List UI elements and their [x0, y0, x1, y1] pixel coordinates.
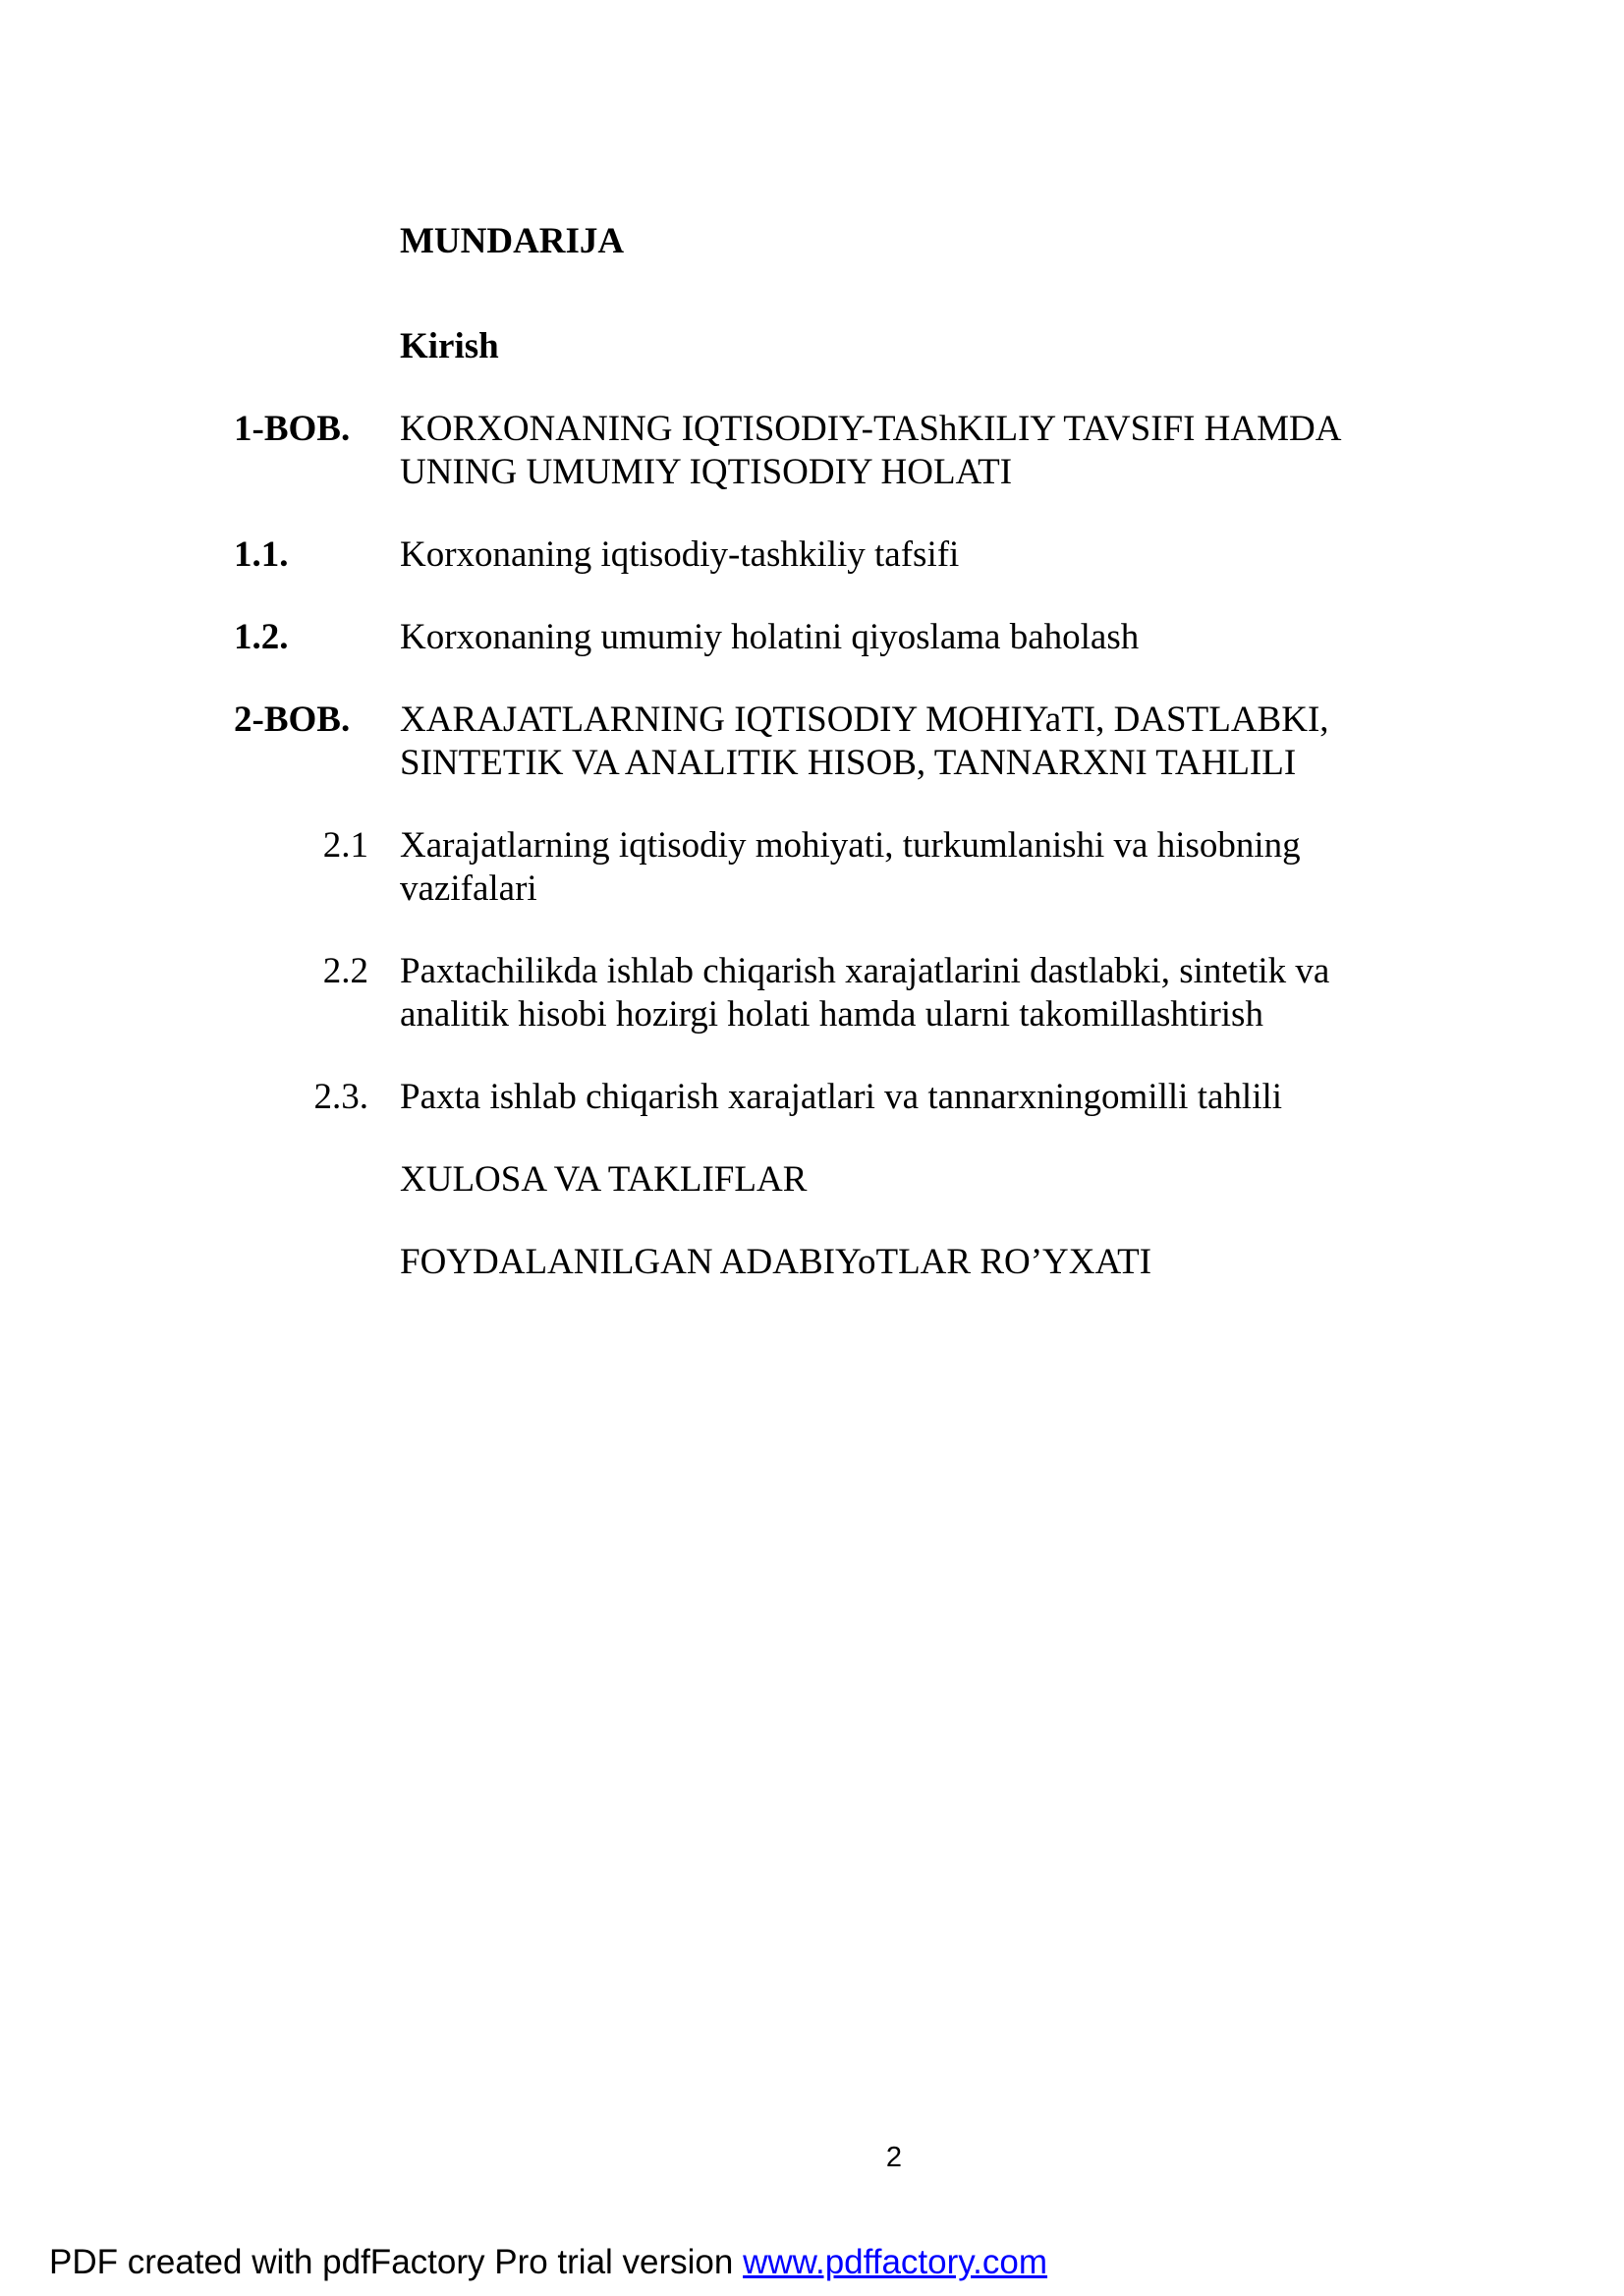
toc-entry-line: Korxonaning iqtisodiy-tashkiliy tafsifi [400, 534, 960, 575]
toc-entry-line: analitik hisobi hozirgi holati hamda ularni takomillashtirish [400, 994, 1263, 1035]
page-number: 2 [885, 2142, 903, 2173]
toc-entry-line: SINTETIK VA ANALITIK HISOB, TANNARXNI TAHLILI [400, 743, 1297, 783]
toc-entry-text [400, 1158, 1451, 1202]
toc-entry-text [400, 533, 1451, 577]
toc-entry-text [400, 325, 1451, 368]
toc-entry-number: 2.1 [322, 825, 368, 866]
toc-entry-line: Paxta ishlab chiqarish xarajatlari va tannarxningomilli tahlili [400, 1077, 1283, 1117]
toc-entry-line: Paxtachilikda ishlab chiqarish xarajatlarini dastlabki, sintetik va [400, 951, 1330, 991]
toc-entry-line: Xarajatlarning iqtisodiy mohiyati, turkumlanishi va hisobning [400, 825, 1301, 866]
toc-entry-line: KORXONANING IQTISODIY-TAShKILIY TAVSIFI HAMDA [400, 409, 1342, 449]
toc-entry-line: Korxonaning umumiy holatini qiyoslama baholash [400, 617, 1140, 657]
toc-entry-line: XARAJATLARNING IQTISODIY MOHIYaTI, DASTLABKI, [400, 700, 1329, 740]
toc-entry-line: Kirish [400, 326, 499, 366]
toc-entry-number: 1.1. [234, 534, 289, 575]
pdf-footer-link[interactable]: www.pdffactory.com [743, 2243, 1048, 2281]
toc-entry-line: XULOSA VA TAKLIFLAR [400, 1159, 808, 1200]
pdf-footer-note [49, 2243, 1047, 2282]
toc-entry-text [400, 616, 1451, 659]
toc-entry-number: 2.3. [313, 1077, 368, 1117]
toc-entry-text [400, 699, 1451, 785]
toc-entry-line: vazifalari [400, 868, 537, 909]
toc-entry-text [400, 950, 1451, 1036]
toc-entry-number: 1-BOB. [234, 409, 351, 449]
toc-entry-line: UNING UMUMIY IQTISODIY HOLATI [400, 452, 1013, 492]
toc-entry-text [400, 408, 1451, 494]
toc-entry-text [400, 1241, 1451, 1284]
page-title: MUNDARIJA [400, 221, 625, 261]
toc-entry-text [400, 824, 1451, 911]
pdf-footer-text: PDF created with pdfFactory Pro trial version [49, 2243, 744, 2281]
toc-entry-number: 2-BOB. [234, 700, 351, 740]
toc-entry-number: 1.2. [234, 617, 289, 657]
toc-entry-number: 2.2 [322, 951, 368, 991]
toc-entry-line: FOYDALANILGAN ADABIYoTLAR RO’YXATI [400, 1242, 1152, 1282]
toc-entry-text [400, 1076, 1451, 1119]
